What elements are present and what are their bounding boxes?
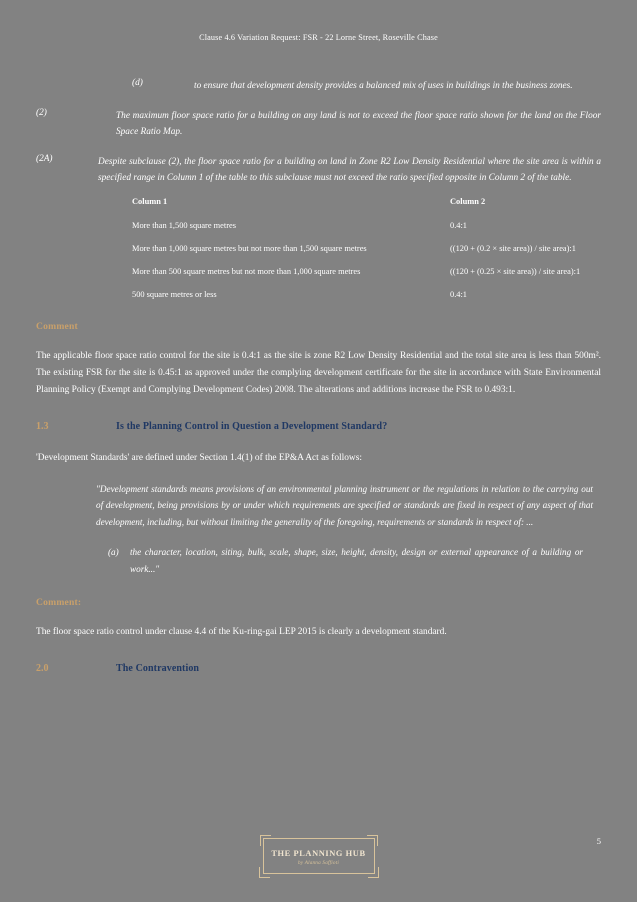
comment-body: The floor space ratio control under clause 4.4 of the Ku-ring-gai LEP 2015 is clearly a development standard. — [36, 627, 447, 637]
comment-heading: Comment — [36, 320, 78, 332]
clause-item-2a — [36, 154, 601, 187]
document-header: Clause 4.6 Variation Request: FSR - 22 Lorne Street, Roseville Chase — [199, 33, 438, 42]
quote-sub-text: the character, location, siting, bulk, scale, shape, size, height, density, design or external appearance of a building or work..." — [130, 547, 583, 574]
table-cell-column2: ((120 + (0.25 × site area)) / site area):1 — [450, 266, 581, 276]
section-heading-2-0 — [36, 663, 601, 674]
table-row — [132, 289, 601, 301]
table-cell-column1: More than 1,500 square metres — [132, 220, 236, 230]
table-cell-column1: More than 1,000 square metres but not more than 1,500 square metres — [132, 243, 367, 253]
table-cell-column1: 500 square metres or less — [132, 289, 217, 299]
table-cell-column2: 0.4:1 — [450, 220, 467, 230]
page-number: 5 — [596, 836, 601, 846]
table-row — [132, 243, 601, 255]
logo-text: THE PLANNING HUB — [271, 849, 366, 858]
table-cell-column1: More than 500 square metres but not more than 1,000 square metres — [132, 266, 361, 276]
table-cell-column2: ((120 + (0.2 × site area)) / site area):1 — [450, 243, 576, 253]
clause-text: The maximum floor space ratio for a building on any land is not to exceed the floor space ratio shown for the land on the Floor Space Ratio Map. — [116, 110, 601, 137]
footer-logo — [263, 838, 375, 874]
table-row — [132, 266, 601, 278]
definition-quote: "Development standards means provisions of an environmental planning instrument or the regulations in relation to the carrying out of development, being provisions by or under which requirements are specified or standards are fixed in respect of any aspect of that development, including, but without limiting the generality of the foregoing, requirements or standards in respect of: ... — [96, 483, 593, 527]
clause-item-2 — [36, 108, 601, 141]
clause-text: to ensure that development density provides a balanced mix of uses in buildings in the business zones. — [194, 81, 573, 91]
section-title: Is the Planning Control in Question a Development Standard? — [116, 420, 388, 432]
section-heading-1-3 — [36, 421, 601, 432]
clause-number: (2A) — [36, 153, 53, 164]
table-header-row — [132, 196, 601, 208]
section-number: 2.0 — [36, 663, 49, 674]
section-number: 1.3 — [36, 420, 49, 432]
quote-sub-number: (a) — [108, 547, 119, 557]
document-content — [36, 78, 601, 692]
clause-number: (2) — [36, 107, 47, 118]
logo-subtitle: by Alanna Saffioti — [298, 860, 339, 866]
table-cell-column2: 0.4:1 — [450, 289, 467, 299]
section-intro-text: 'Development Standards' are defined under Section 1.4(1) of the EP&A Act as follows: — [36, 452, 362, 463]
comment-body: The applicable floor space ratio control for the site is 0.4:1 as the site is zone R2 Low Density Residential and the total site area is less than 500m². The existing FSR for the site is 0.45:1 as approved under the complying development certificate for the site in accordance with State Environmental Planning Policy (Exempt and Complying Development Codes) 2008. The alterations and additions increase the FSR to 0.493:1. — [36, 350, 601, 395]
section-title: The Contravention — [116, 663, 200, 674]
column-header-2: Column 2 — [450, 196, 486, 206]
table-row — [132, 220, 601, 232]
clause-text: Despite subclause (2), the floor space ratio for a building on land in Zone R2 Low Density Residential where the site area is within a specified range in Column 1 of the table to this subclause must not exceed the ratio specified opposite in Column 2 of the table. — [98, 156, 601, 183]
definition-quote-sub — [36, 544, 601, 577]
fsr-table — [36, 196, 601, 301]
clause-item-d — [36, 78, 601, 95]
column-header-1: Column 1 — [132, 196, 168, 206]
clause-number: (d) — [132, 78, 143, 88]
comment-heading: Comment: — [36, 597, 82, 608]
